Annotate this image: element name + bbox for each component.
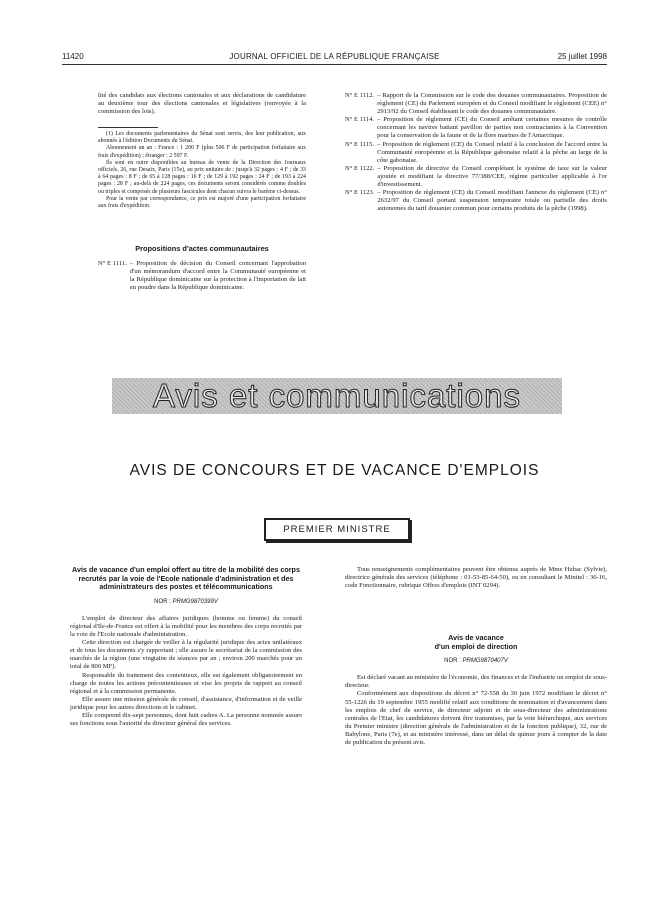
nor-reference [345,657,607,665]
section-title: Propositions d'actes communautaires [135,244,269,253]
intro-text: lité des candidats aux élections cantonales et aux déclarations de candidature au deuxième tour des élections cantonales et législatives (renvoyée à la commission des lois). [98,92,306,116]
article-1 [70,566,302,728]
nor-label: NOR : [444,658,461,665]
list-item [345,116,607,140]
paragraph: Est déclaré vacant au ministère de l'économie, des finances et de l'industrie un emploi de sous-directeur. [345,674,607,690]
avis-communications-banner [112,378,562,414]
paragraph: Responsable du traitement des contentieux, elle est également obligatoirement en charge de toutes les actions précontentieuses et vise les projets de rapport au conseil régional et à la commission permanente. [70,671,302,695]
entry-text: – Rapport de la Commission sur le code des douanes communautaires. Proposition de règlement (CE) du Parlement européen et du Conseil modifiant le règlement (CEE) n° 2913/92 du Conseil établissant le code des douanes communautaire. [377,92,607,116]
entry-text: – Proposition de directive du Conseil complétant le système de taxe sur la valeur ajoutée et modifiant la directive 77/388/CEE, régime particulier applicable à l'or d'investissement. [377,164,607,189]
list-item [345,189,607,213]
header-rule [62,64,607,65]
communautaires-section [98,244,306,292]
issue-date: 25 juillet 1998 [557,52,607,61]
list-item [345,165,607,189]
entry-text: – Proposition de règlement (CE) du Conseil arrêtant certaines mesures de contrôle concernant les navires battant pavillon de parties non contractantes à la Convention pour la conservation de la faune et de la flore marines de l'Antarctique. [377,116,607,140]
article-title-line-2: d'un emploi de direction [434,641,518,651]
article-2 [345,634,607,747]
journal-title: JOURNAL OFFICIEL DE LA RÉPUBLIQUE FRANÇAISE [229,52,440,61]
paragraph: Cette direction est chargée de veiller à la régularité juridique des actes unilatéraux et de tous les documents s'y rapportant ; elle assure le secrétariat de la commission des marchés de la région (une vingtaine de séances par an ; environ 200 marchés pour un total de 800 MF). [70,639,302,671]
paragraph: Elle assure une mission générale de conseil, d'assistance, d'information et de veille juridique pour les autres directions et le cabinet. [70,695,302,711]
page-number: 11420 [62,52,84,61]
nor-code: PRMG9870399V [172,598,218,605]
entry-text: – Proposition de règlement (CE) du Conseil modifiant l'annexe du règlement (CE) n° 2632/97 du Conseil portant suspension temporaire totale ou partielle des droits autonomes du tarif douanier commun pour certains produits de la pêche (1998). [377,189,607,213]
nor-label: NOR : [154,598,171,605]
nor-code: PRMG9870407V [462,658,508,665]
article-title: Avis de vacance d'un emploi offert au titre de la mobilité des corps recrutés par la voie de l'Ecole nationale d'administration et des administrateurs des postes et télécommunications [72,565,300,592]
running-header [62,52,607,64]
paragraph: Elle comprend dix-sept personnes, dont huit cadres A. La personne nommée assure ses fonctions sous l'autorité du directeur général des services. [70,712,302,728]
nor-reference [70,598,302,606]
top-right-column [345,92,607,213]
article-title-line-1: Avis de vacance [448,633,504,642]
footnotes [98,131,306,210]
entry-number: N° E 1115. [345,140,375,148]
entry-text: – Proposition de décision du Conseil concernant l'approbation d'un mémorandum d'accord entre la Communauté européenne et la République dominicaine sur la protection à l'importation de lait en poudre dans la République dominicaine. [129,260,306,292]
entry-number: N° E 1123. [345,189,375,197]
list-item [345,141,607,165]
entry-number: N° E 1114. [345,116,375,124]
ministry-box: PREMIER MINISTRE [264,518,410,541]
footnote-1: (1) Les documents parlementaires du Sénat sont servis, des leur publication, aux abonnés à l'édition Documents du Sénat. [98,131,306,145]
entry-number: N° E 1122. [345,164,375,172]
banner-title: Avis et communications [152,377,522,414]
top-left-column [98,92,306,116]
article-1-continued [345,566,607,590]
section-heading: AVIS DE CONCOURS ET DE VACANCE D'EMPLOIS [129,462,540,479]
footnote-2: Abonnement un an : France : 1 200 F (plus 506 F de participation forfaitaire aux frais d'expédition) ; étranger : 2 597 F. [98,145,306,159]
list-item [98,260,306,292]
paragraph: L'emploi de directeur des affaires juridiques (homme ou femme) du conseil régional d'Ile-de-France est offert à la mobilité pour les membres des corps recrutés par la voie de l'Ecole nationale d'administration. [70,614,302,639]
list-item [345,92,607,116]
footnote-3: Ils sont en outre disponibles au bureau de vente de la Direction des Journaux officiels, 26, rue Desaix, Paris (15e), au prix unitaire de : jusqu'à 32 pages : 4 F ; de 33 à 64 pages : 8 F ; de 65 à 128 pages : 16 F ; de 129 à 192 pages : 24 F ; de 193 à 224 pages : 28 F ; au-delà de 224 pages, ces documents seront considérés comme doubles ou triples et composés de plusieurs fascicules dont chacun suivra le barème ci-dessus. [98,159,306,195]
footnote-rule [98,127,158,128]
entry-number: N° E 1111. [98,260,127,267]
paragraph: Conformément aux dispositions du décret n° 72-558 du 30 juin 1972 modifiant le décret n° 55-1226 du 19 septembre 1955 modifié relatif aux conditions de nomination et d'avancement dans les emplois de chef de service, de directeur adjoint et de sous-directeur des administrations centrales de l'Etat, les candidatures doivent être transmises, par la voie hiérarchique, aux services du Premier ministre (direction générale de l'administration et de la fonction publique), 32, rue de Babylone, Paris (7e), et au ministère intéressé, dans un délai de quinze jours à compter de la date de publication du présent avis. [345,690,607,747]
paragraph: Tous renseignements complémentaires peuvent être obtenus auprès de Mme Hubac (Sylvie), directrice générale des services (téléphone : 01-53-85-64-50), ou en consultant le Minitel : 36-16, code Fonctionnaire, rubrique Offres d'emplois (INT 0294). [345,566,607,590]
entry-text: – Proposition de règlement (CE) du Conseil relatif à la conclusion de l'accord entre la Communauté européenne et la République gabonaise relatif à la pêche au large de la côte gabonaise. [377,140,607,164]
entry-number: N° E 1112. [345,92,375,99]
footnote-4: Pour la vente par correspondance, ce prix est majoré d'une participation forfaitaire aux frais d'expédition. [98,195,306,210]
